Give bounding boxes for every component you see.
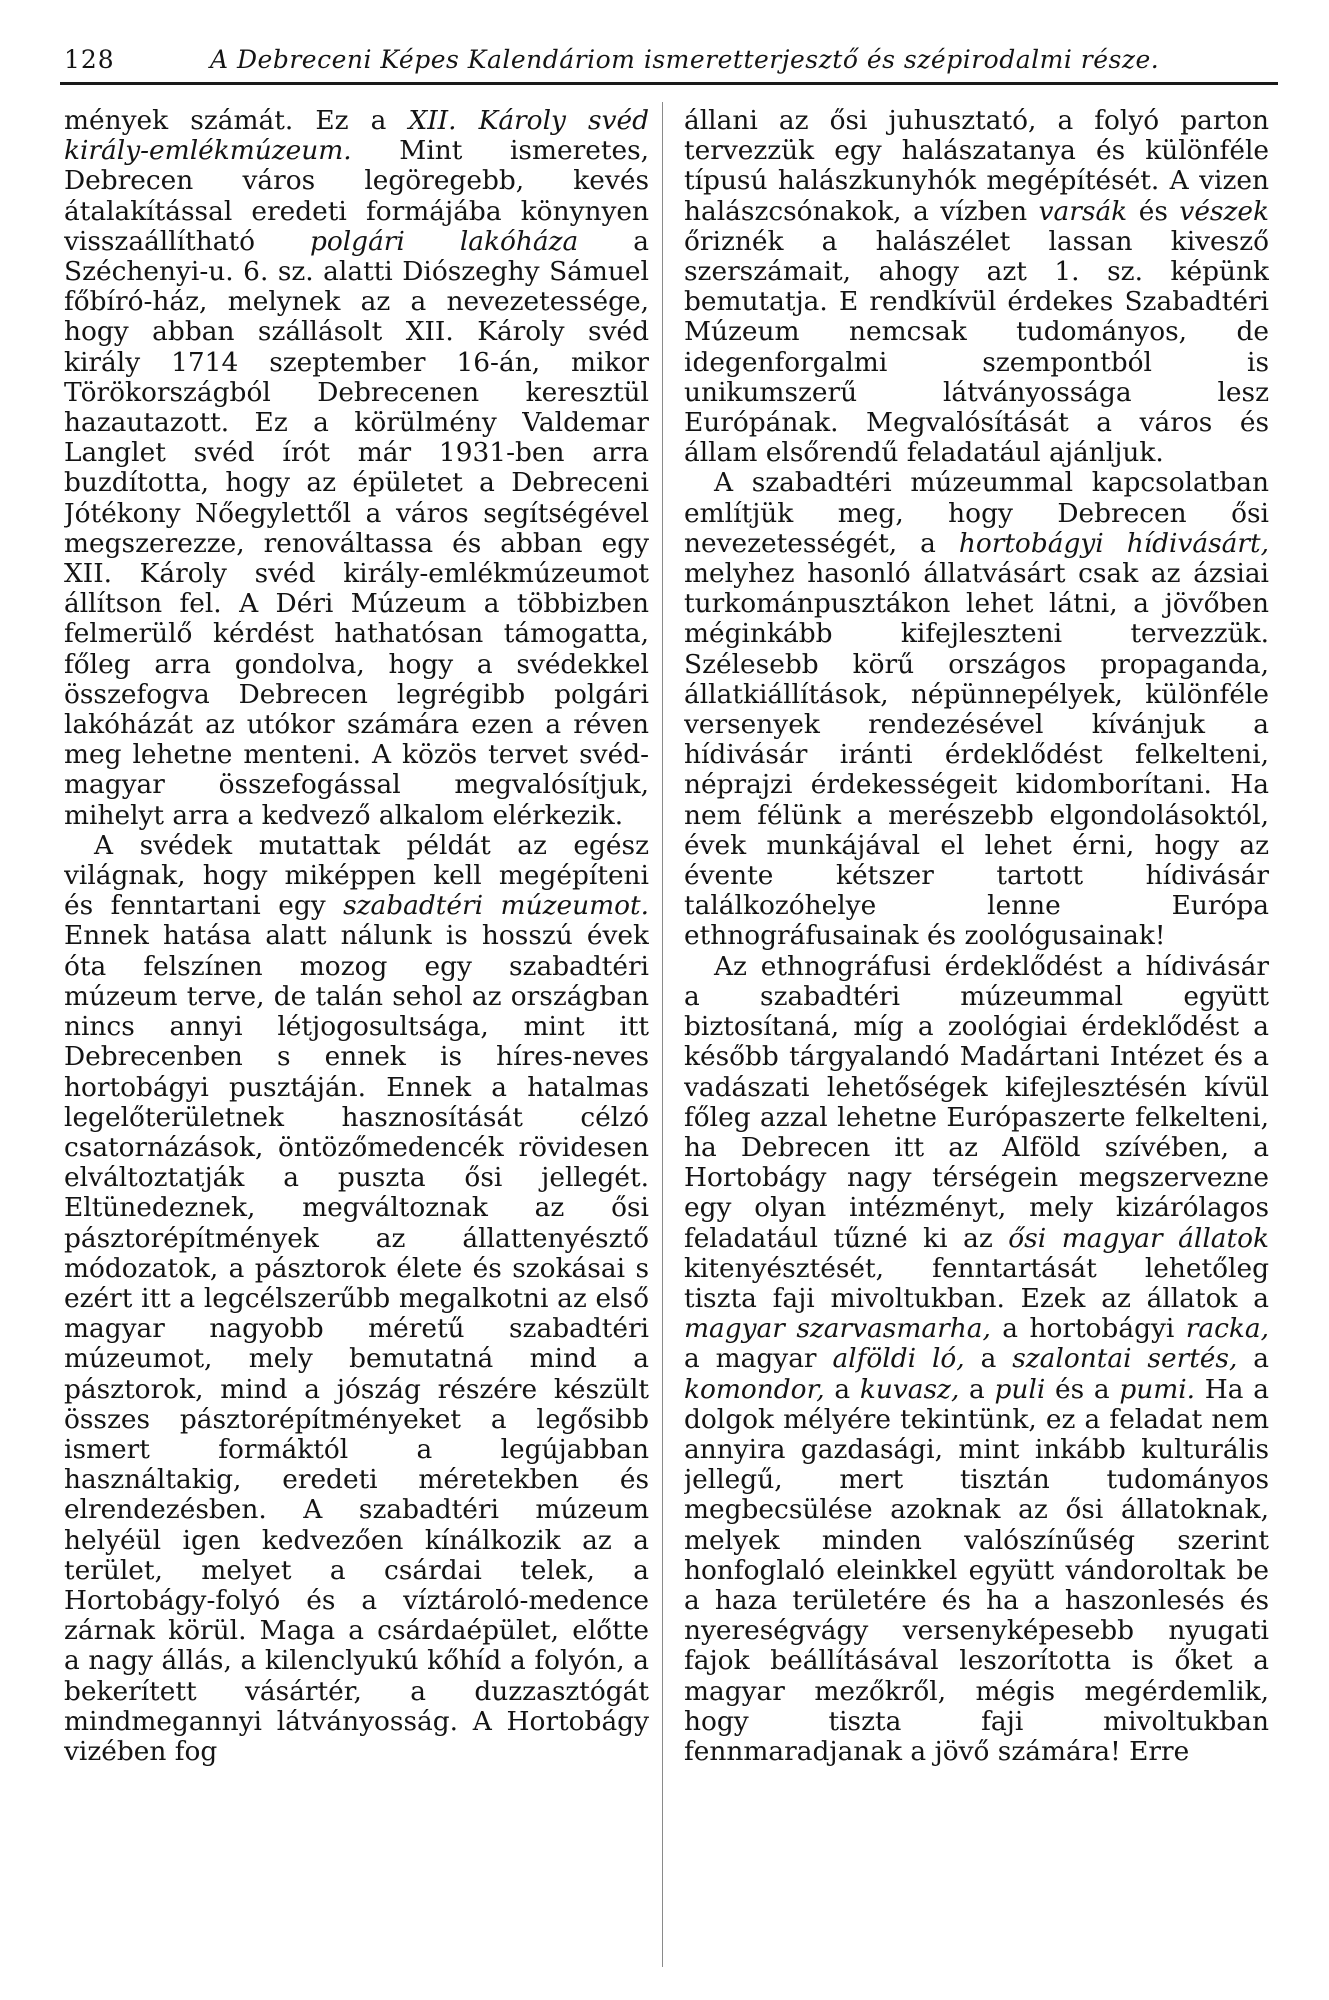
text-run: Ennek hatása alatt nálunk is hosszú évek óta felszínen mozog egy szabadtéri múzeum terve, de talán sehol az országban nincs annyi létjogosultsága, mint itt Debrecenben s ennek is híres-neves hortobágyi pusztáján. Ennek a hatalmas legelőterületnek hasznosítását célzó csatornázások, öntözőmedencék rövidesen elváltoztatják a puszta ősi jellegét. Eltünedeznek, megváltoznak az ősi pásztorépítmények az állattenyésztő módozatok, a pásztorok élete és szokásai s ezért itt a legcélszerűbb megalkotni az első magyar nagyobb méretű szabadtéri múzeumot, mely bemutatná mind a pásztorok, mind a jószág részére készült összes pásztorépítményeket a legősibb ismert formáktól a legújabban használtakig, eredeti méretekben és elrendezésben. A szabadtéri múzeum helyéül igen kedvezően kínálkozik az a terület, melyet a csárdai telek, a Hortobágy-folyó és a víztároló-medence zárnak körül. Maga a csárdaépület, előtte a nagy állás, a kilenclyukú kőhíd a folyón, a bekerített vásártér, a duzzasztógát mindmegannyi látványosság. A Hortobágy vizében fog [64, 920, 649, 1767]
text-run: Mint ismeretes, Debrecen város legöregebb, kevés átalakítással eredeti formájába könynyen visszaállítható [64, 135, 649, 257]
text-run: a hortobágyi [990, 1313, 1186, 1345]
italic-run: ősi magyar állatok [1008, 1222, 1269, 1254]
paragraph [684, 952, 1269, 1767]
italic-run: puli [994, 1373, 1046, 1405]
text-run: állani az ősi juhusztató, a folyó parton tervezzük egy halászatanya és különféle típusú halászkunyhók megépítését. A vizen halászcsónakok, a vízben [684, 106, 1269, 227]
italic-run: racka, [1185, 1313, 1269, 1345]
text-run: A szabadtéri múzeummal kapcsolatban említjük meg, hogy Debrecen ősi nevezetességét, a [684, 467, 1269, 559]
text-run: a [824, 1373, 860, 1405]
text-run: és a [1045, 1373, 1120, 1405]
text-run: és [1127, 195, 1180, 227]
italic-run: alföldi ló, [832, 1343, 965, 1375]
italic-run: szabadtéri múzeumot. [343, 890, 649, 922]
left-column [64, 106, 649, 1981]
italic-run: XII. Károly svéd király-emlékmúzeum. [64, 106, 649, 167]
italic-run: szalontai sertés, [1012, 1343, 1238, 1375]
column-divider [662, 102, 663, 1967]
text-run: A svédek mutattak példát az egész világnak, hogy miképpen kell megépíteni és fenntartani egy [64, 829, 649, 922]
italic-run: varsák [1038, 195, 1128, 227]
text-run: a [1237, 1343, 1269, 1375]
text-run: mények számát. Ez a [64, 106, 409, 136]
text-run: Az ethnográfusi érdeklődést a hídivásár a szabadtéri múzeummal együtt biztosítaná, míg a zoológiai érdeklődést a később tárgyalandó Madártani Intézet és a vadászati lehetőségek kifejlesztésén kívül főleg azzal lehetne Európaszerte felkelteni, ha Debrecen itt az Alföld szívében, a Hortobágy nagy térségein megszervezne egy olyan intézményt, mely kizárólagos feladatául tűzné ki az [684, 950, 1269, 1254]
paragraph [64, 831, 649, 1767]
italic-run: magyar szarvasmarha, [684, 1313, 991, 1345]
paragraph [684, 468, 1269, 951]
text-run: a magyar [684, 1343, 833, 1375]
italic-run: kuvasz, [859, 1373, 960, 1405]
page-header [48, 42, 1282, 78]
right-column [684, 106, 1269, 1981]
text-run: kitenyésztését, fenntartását lehetőleg tiszta faji mivoltukban. Ezek az állatok a [684, 1252, 1269, 1314]
text-run: a Széchenyi-u. 6. sz. alatti Diószeghy Sámuel főbíró-ház, melynek az a nevezetessége, hogy abban szállásolt XII. Károly svéd király 1714 szeptember 16-án, mikor Törökországból Debrecenen keresztül hazautazott. Ez a körülmény Valdemar Langlet svéd írót már 1931-ben arra buzdította, hogy az épületet a Debreceni Jótékony Nőegylettől a város segítségével megszerezze, renováltassa és abban egy XII. Károly svéd király-emlékmúzeumot állítson fel. A Déri Múzeum a többizben felmerülő kérdést hathatósan támogatta, főleg arra gondolva, hogy a svédekkel összefogva Debrecen legrégibb polgári lakóházát az utókor számára ezen a réven meg lehetne menteni. A közös tervet svéd-magyar összefogással megvalósítjuk, mihelyt arra a kedvező alkalom elérkezik. [64, 225, 649, 831]
italic-run: pumi. [1119, 1373, 1196, 1405]
paragraph [684, 106, 1269, 468]
text-run: melyhez hasonló állatvásárt csak az ázsiai turkománpusztákon lehet látni, a jövőben méginkább kifejleszteni tervezzük. Szélesebb körű országos propaganda, állatkiállítások, népünnepélyek, különféle versenyek rendezésével kívánjuk a hídivásár iránti érdeklődést felkelteni, néprajzi érdekességeit kidomborítani. Ha nem félünk a merészebb elgondolásoktól, évek munkájával el lehet érni, hogy az évente kétszer tartott hídivásár találkozóhelye lenne Európa ethnográfusainak és zoológusainak! [684, 558, 1269, 952]
italic-run: hortobágyi hídivásárt, [958, 527, 1269, 559]
paragraph [64, 106, 649, 831]
text-run: Ha a dolgok mélyére tekintünk, ez a feladat nem annyira gazdasági, mint inkább kulturális jellegű, mert tisztán tudományos megbecsülése azoknak az ősi állatoknak, melyek minden valószínűség szerint honfoglaló eleinkkel együtt vándoroltak be a haza területére és ha a haszonlesés és nyereségvágy versenyképesebb nyugati fajok beállításával leszorította is őket a magyar mezőkről, mégis megérdemlik, hogy tiszta faji mivoltukban fennmaradjanak a jövő számára! Erre [684, 1373, 1269, 1767]
italic-run: komondor, [684, 1373, 825, 1405]
header-rule [60, 82, 1278, 85]
italic-run: polgári lakóháza [309, 225, 579, 257]
running-title: A Debreceni Képes Kalendáriom ismeretterjesztő és szépirodalmi része. [210, 45, 1160, 74]
page-number: 128 [64, 45, 115, 74]
text-run: a [964, 1343, 1013, 1375]
italic-run: vészek [1179, 195, 1269, 227]
text-run: őriznék a halászélet lassan kivesző szerszámait, ahogy azt 1. sz. képünk bemutatja. E rendkívül érdekes Szabadtéri Múzeum nemcsak tudományos, de idegenforgalmi szempontból is unikumszerű látványossága lesz Európának. Megvalósítását a város és állam elsőrendű feladatául ajánljuk. [684, 225, 1269, 469]
text-run: a [959, 1373, 995, 1405]
